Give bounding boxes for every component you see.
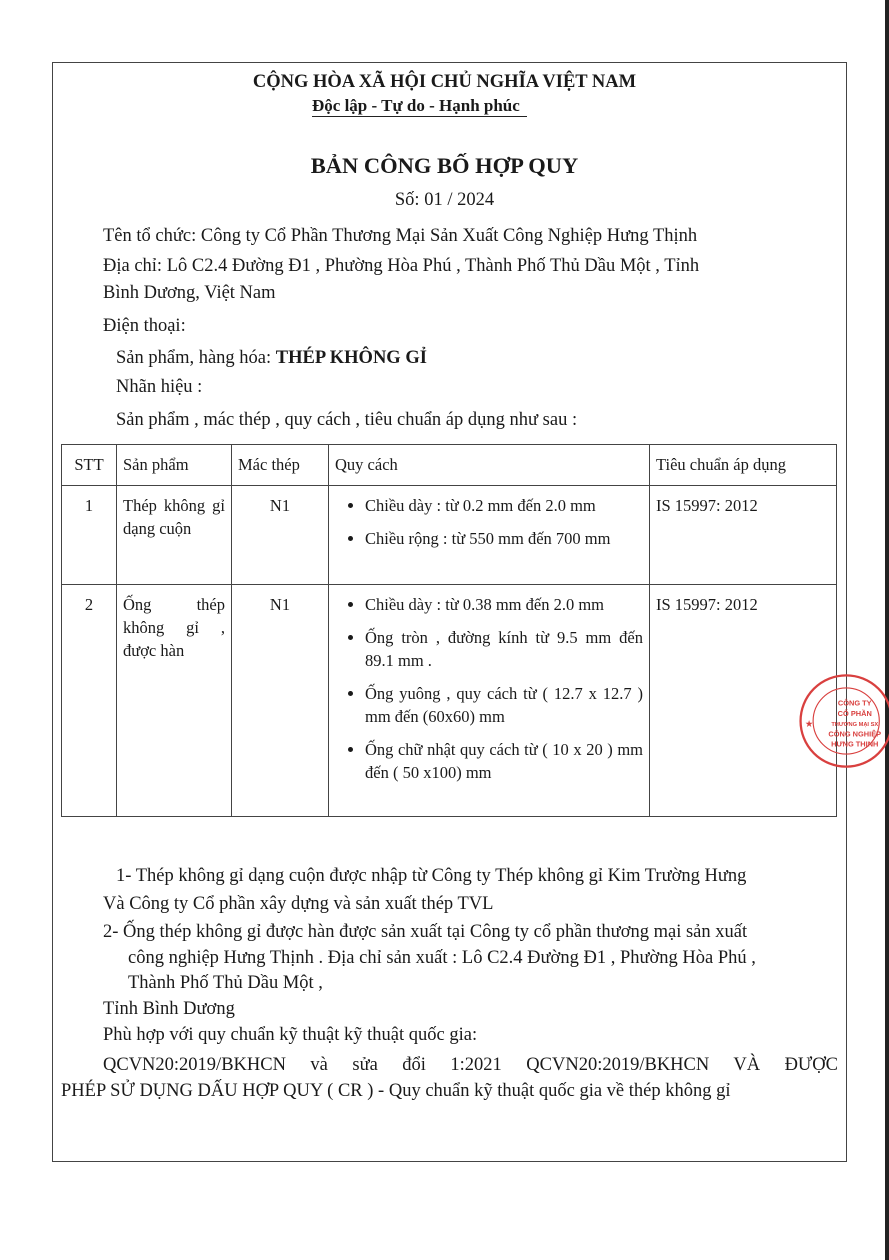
scan-edge: [885, 0, 889, 1260]
product-value: THÉP KHÔNG GỈ: [275, 348, 427, 368]
row-product: Ống thép không gỉ , được hàn: [117, 585, 232, 817]
svg-text:CÔNG NGHIỆP: CÔNG NGHIỆP: [828, 729, 882, 739]
note-2b: công nghiệp Hưng Thịnh . Địa chỉ sản xuất : Lô C2.4 Đường Đ1 , Phường Hòa Phú ,: [128, 948, 756, 968]
note-2d: Tỉnh Bình Dương: [103, 999, 235, 1019]
regulation-line-1: QCVN20:2019/BKHCN và sửa đổi 1:2021 QCVN20:2019/BKHCN VÀ ĐƯỢC: [103, 1055, 838, 1075]
svg-text:HƯNG THỊNH: HƯNG THỊNH: [831, 739, 879, 749]
spec-item: • Chiều rộng : từ 550 mm đến 700 mm: [365, 527, 643, 550]
svg-text:THƯƠNG MẠI SX: THƯƠNG MẠI SX: [831, 722, 879, 729]
address-line-2: Bình Dương, Việt Nam: [103, 283, 276, 303]
conformity-statement: Phù hợp với quy chuẩn kỹ thuật kỹ thuật quốc gia:: [103, 1025, 478, 1045]
document-number: Số: 01 / 2024: [394, 190, 495, 210]
col-grade: Mác thép: [232, 445, 329, 486]
svg-text:CÔNG TY: CÔNG TY: [837, 698, 872, 708]
row-grade: N1: [232, 486, 329, 585]
row-standard: IS 15997: 2012: [650, 486, 837, 585]
svg-text:★: ★: [805, 719, 813, 729]
motto: Độc lập - Tự do - Hạnh phúc: [312, 96, 527, 117]
row-stt: 2: [62, 585, 117, 817]
table-row: [62, 486, 837, 585]
spec-item: • Ống chữ nhật quy cách từ ( 10 x 20 ) mm đến ( 50 x100) mm: [365, 738, 643, 784]
row-stt: 1: [62, 486, 117, 585]
table-row: [62, 585, 837, 817]
row-grade: N1: [232, 585, 329, 817]
row-specs: [329, 585, 650, 817]
table-header-row: [62, 445, 837, 486]
product-line: [116, 344, 427, 372]
regulation-line-2: PHÉP SỬ DỤNG DẤU HỢP QUY ( CR ) - Quy chuẩn kỹ thuật quốc gia về thép không gỉ: [61, 1081, 731, 1101]
note-1a: 1- Thép không gỉ dạng cuộn được nhập từ Công ty Thép không gỉ Kim Trường Hưng: [116, 866, 747, 886]
row-specs: [329, 486, 650, 585]
nation-header: CỘNG HÒA XÃ HỘI CHỦ NGHĨA VIỆT NAM: [252, 72, 637, 92]
product-label: Sản phẩm, hàng hóa:: [116, 348, 276, 368]
row-standard: IS 15997: 2012: [650, 585, 837, 817]
organization-name: Tên tổ chức: Công ty Cổ Phần Thương Mại Sản Xuất Công Nghiệp Hưng Thịnh: [103, 226, 698, 246]
brand-label: Nhãn hiệu :: [116, 377, 203, 397]
col-spec: Quy cách: [329, 445, 650, 486]
phone-label: Điện thoại:: [103, 316, 186, 336]
table-intro: Sản phẩm , mác thép , quy cách , tiêu chuẩn áp dụng như sau :: [116, 410, 578, 430]
note-1b: Và Công ty Cổ phần xây dựng và sản xuất thép TVL: [103, 894, 494, 914]
company-seal: [792, 636, 889, 806]
svg-text:CỔ PHẦN: CỔ PHẦN: [837, 708, 872, 718]
product-table: [61, 444, 837, 817]
spec-item: • Ống yuông , quy cách từ ( 12.7 x 12.7 ) mm đến (60x60) mm: [365, 682, 643, 728]
col-standard: Tiêu chuẩn áp dụng: [650, 445, 837, 486]
row-product: Thép không gỉ dạng cuộn: [117, 486, 232, 585]
note-2c: Thành Phố Thủ Dầu Một ,: [128, 973, 323, 993]
col-stt: STT: [62, 445, 117, 486]
spec-item: • Chiều dày : từ 0.38 mm đến 2.0 mm: [365, 593, 643, 616]
col-product: Sản phẩm: [117, 445, 232, 486]
address-line-1: Địa chỉ: Lô C2.4 Đường Đ1 , Phường Hòa Phú , Thành Phố Thủ Dầu Một , Tỉnh: [103, 256, 700, 276]
spec-item: • Chiều dày : từ 0.2 mm đến 2.0 mm: [365, 494, 643, 517]
document-title: BẢN CÔNG BỐ HỢP QUY: [310, 153, 579, 178]
spec-item: • Ống tròn , đường kính từ 9.5 mm đến 89.1 mm .: [365, 626, 643, 672]
note-2a: 2- Ống thép không gỉ được hàn được sản xuất tại Công ty cổ phần thương mại sản xuất: [103, 922, 748, 942]
